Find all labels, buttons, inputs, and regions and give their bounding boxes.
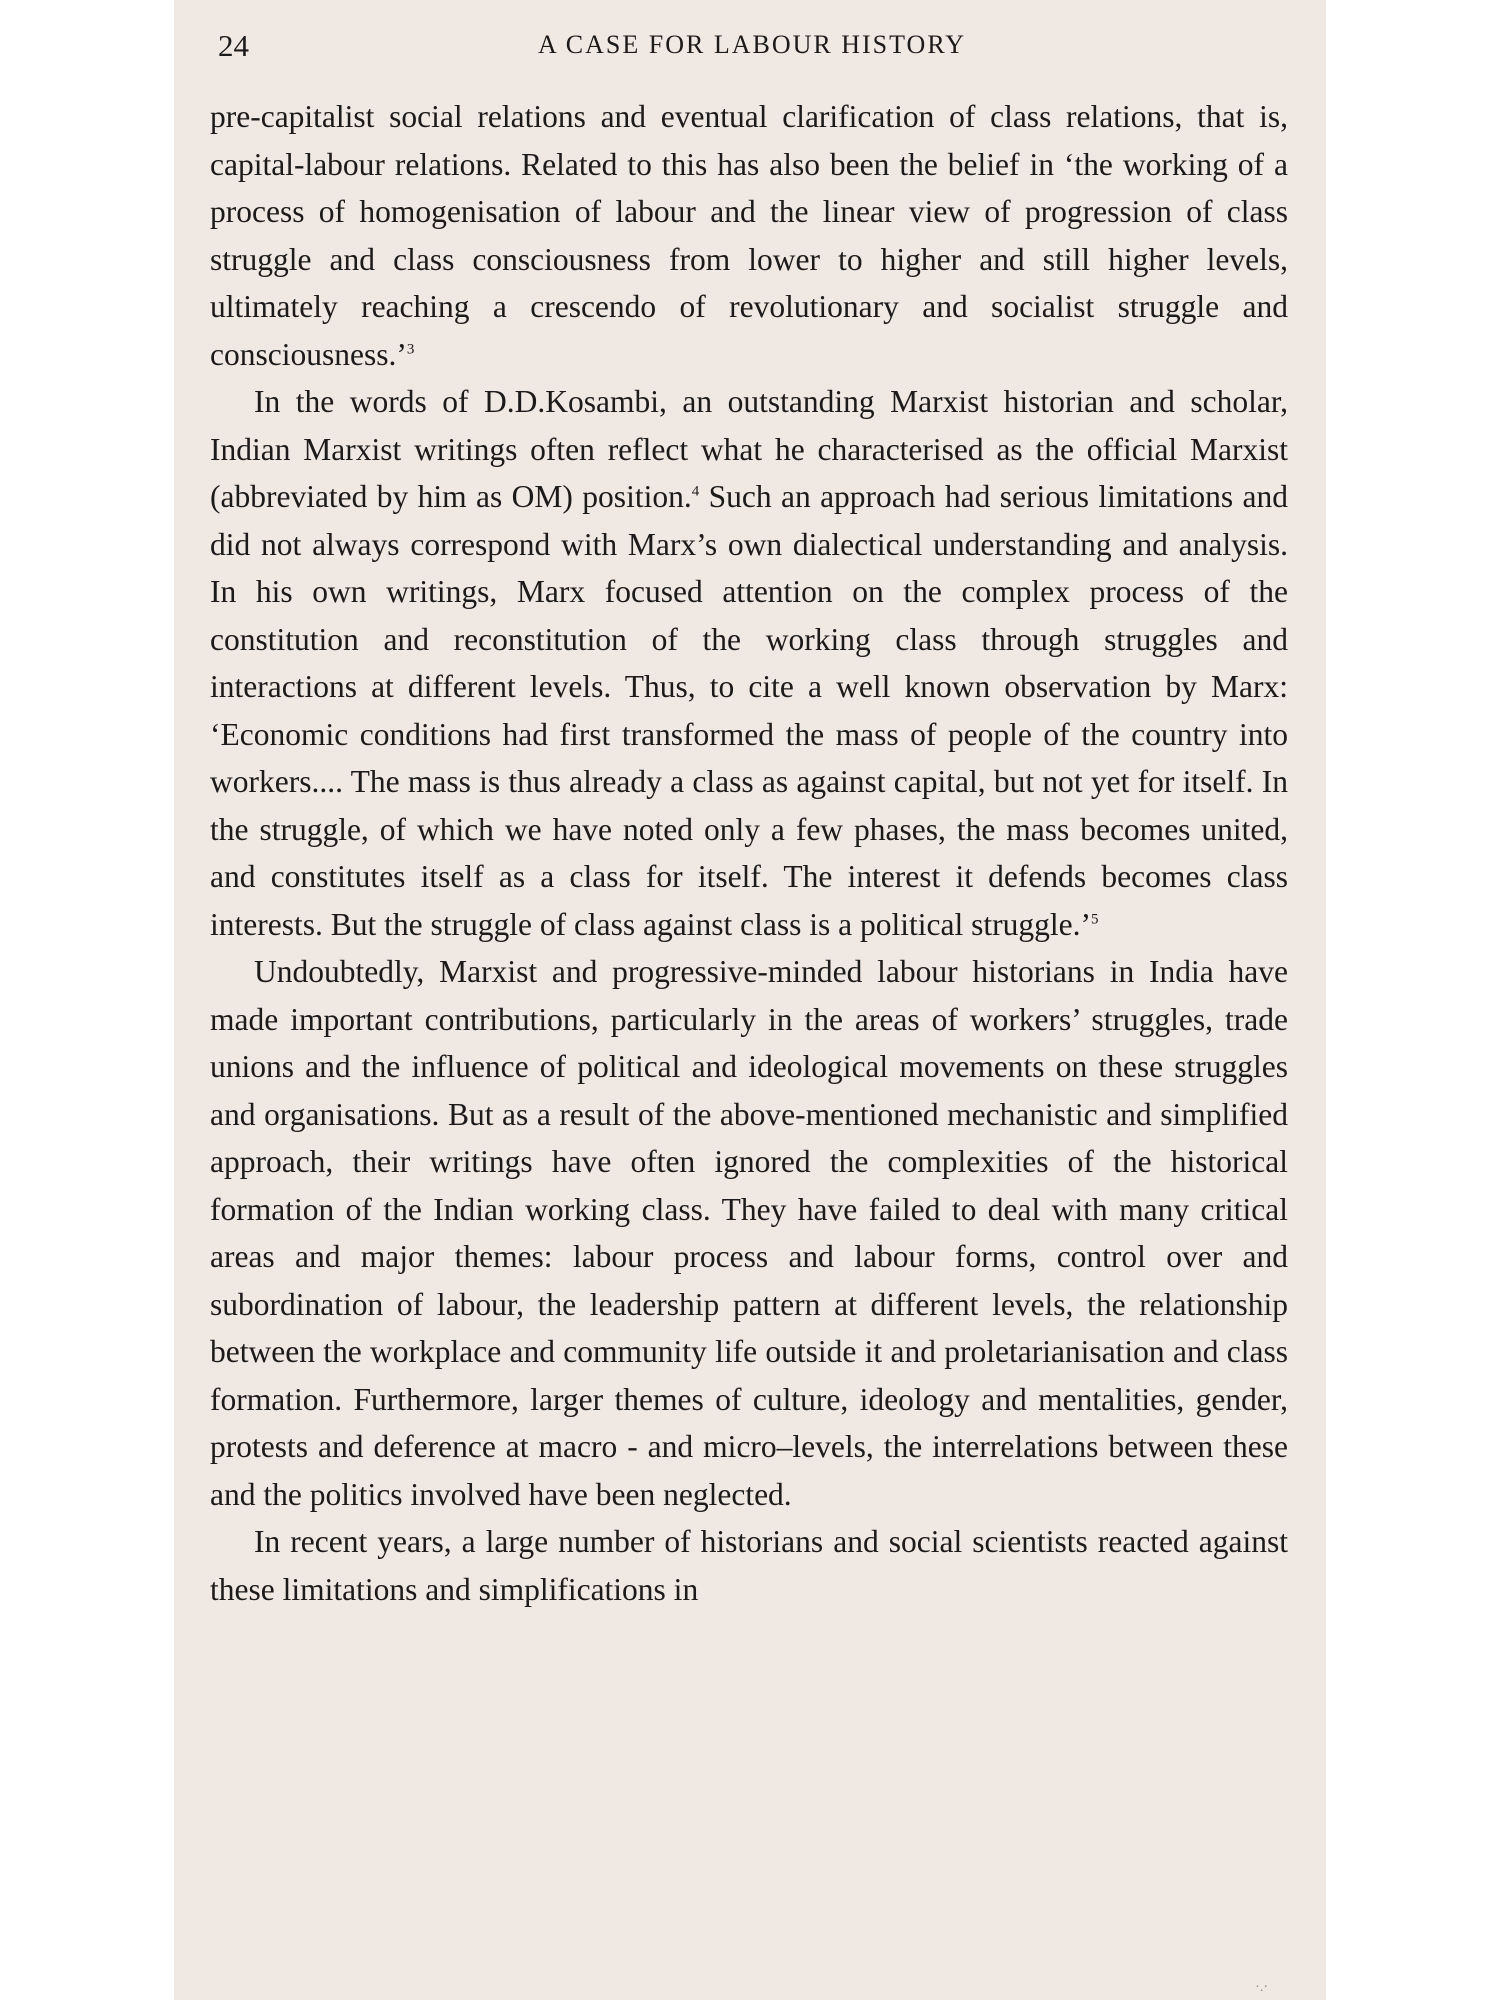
page-header	[218, 28, 1286, 68]
paragraph	[210, 93, 1288, 378]
paragraph-text: In the words of D.D.Kosambi, an outstanding Marxist historian and scholar, Indian Marxist writings often reflect what he characterised as the official Marxist (abbreviated by him as OM) position.	[210, 384, 1288, 514]
paragraph-text: Such an approach had serious limitations and did not always correspond with Marx’s own dialectical understanding and analysis. In his own writings, Marx focused attention on the complex process of the constitution and reconstitution of the working class through struggles and interactions at different levels. Thus, to cite a well known observation by Marx: ‘Economic conditions had first transformed the mass of people of the country into workers.... The mass is thus already a class as against capital, but not yet for itself. In the struggle, of which we have noted only a few phases, the mass becomes united, and constitutes itself as a class for itself. The interest it defends becomes class interests. But the struggle of class against class is a political struggle.’	[210, 479, 1288, 942]
footnote-marker: 3	[406, 341, 415, 357]
page-number: 24	[218, 28, 249, 63]
paragraph: In recent years, a large number of historians and social scientists reacted against these limitations and simplifications in	[210, 1524, 1288, 1607]
paragraph	[210, 378, 1288, 948]
running-head: A CASE FOR LABOUR HISTORY	[537, 30, 967, 59]
footnote-marker: 5	[1090, 911, 1099, 927]
scan-speck: ·.·	[1255, 1980, 1268, 1995]
body-text	[210, 93, 1288, 1613]
paragraph: Undoubtedly, Marxist and progressive-minded labour historians in India have made important contributions, particularly in the areas of workers’ struggles, trade unions and the influence of political and ideological movements on these struggles and organisations. But as a result of the above-mentioned mechanistic and simplified approach, their writings have often ignored the complexities of the historical formation of the Indian working class. They have failed to deal with many critical areas and major themes: labour process and labour forms, control over and subordination of labour, the leadership pattern at different levels, the relationship between the workplace and community life outside it and proletarianisation and class formation. Furthermore, larger themes of culture, ideology and mentalities, gender, protests and deference at macro - and micro–levels, the interrelations between these and the politics involved have been neglected.	[210, 954, 1288, 1512]
book-page	[174, 0, 1326, 2000]
footnote-marker: 4	[691, 483, 700, 500]
paragraph-text: pre-capitalist social relations and eventual clarification of class relations, that is, capital-labour relations. Related to this has also been the belief in ‘the working of a process of homogenisation of labour and the linear view of progression of class struggle and class consciousness from lower to higher and still higher levels, ultimately reaching a crescendo of revolutionary and socialist struggle and consciousness.’	[210, 99, 1288, 372]
